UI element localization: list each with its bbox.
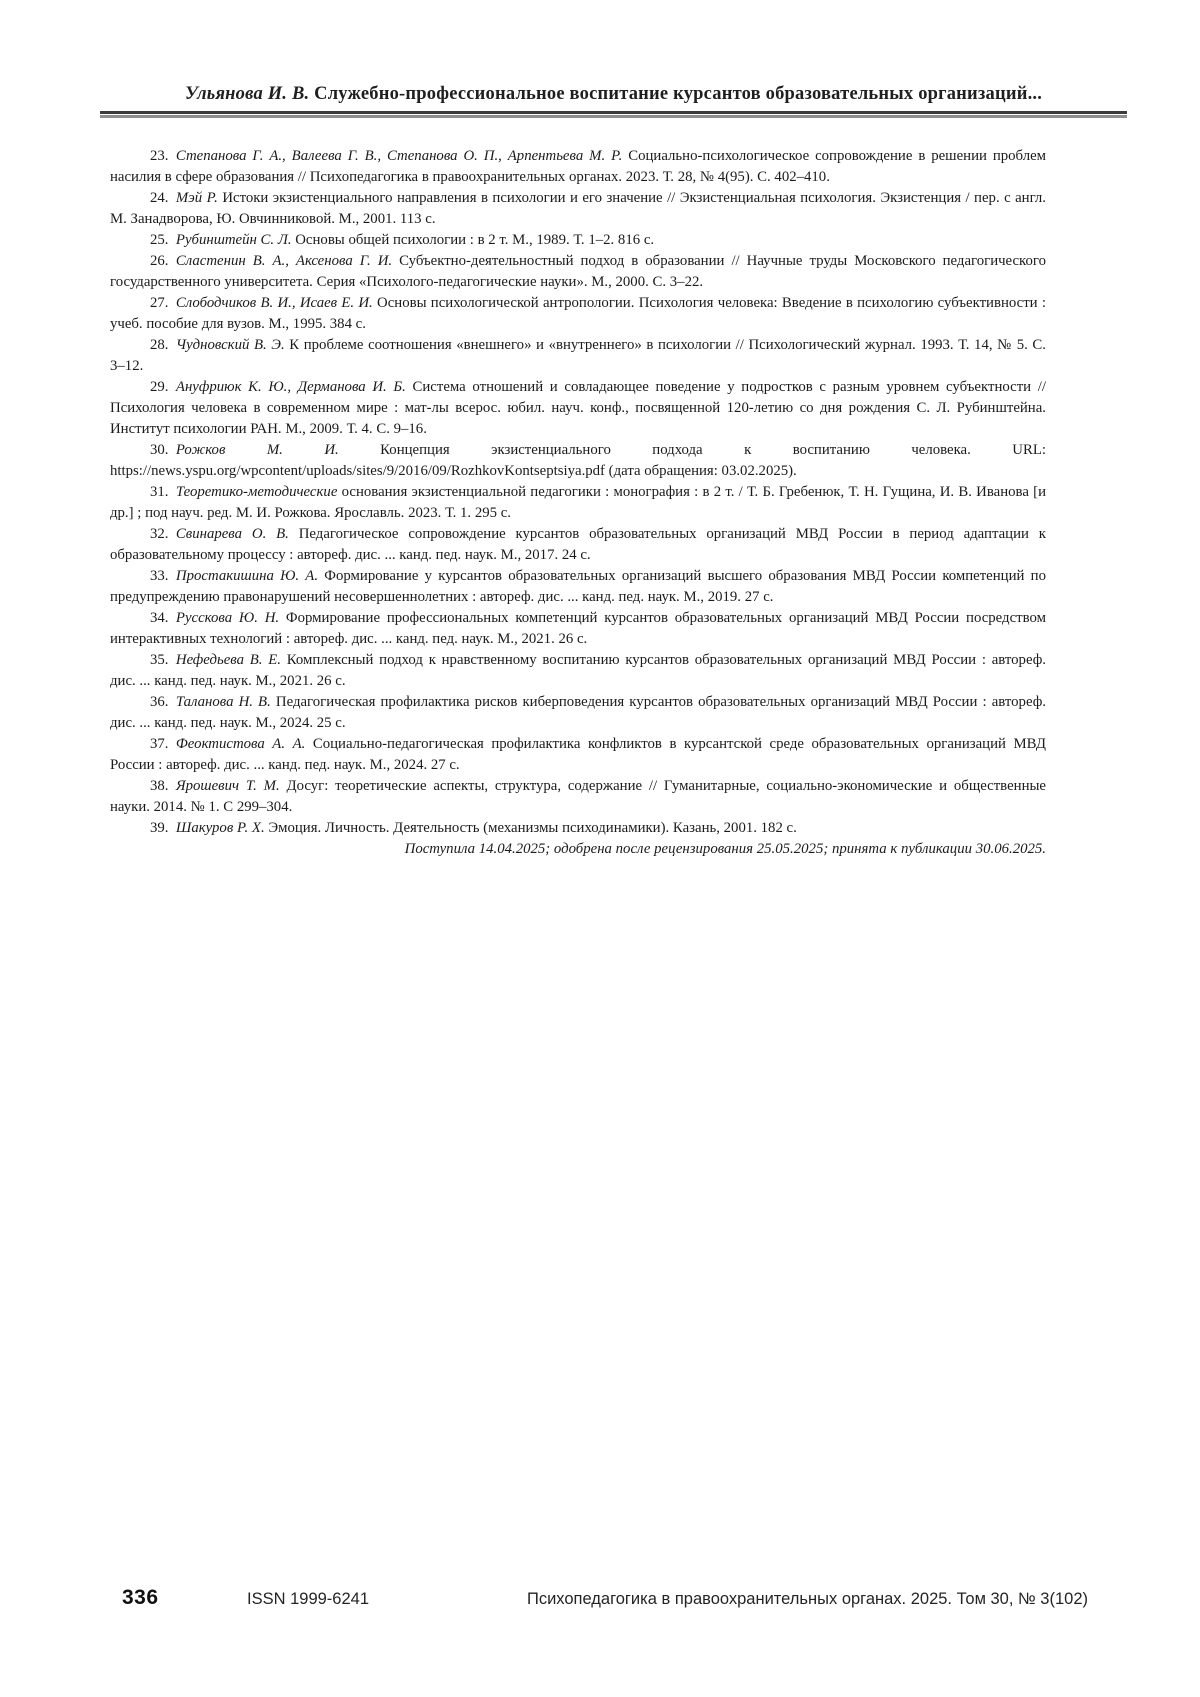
- reference-number: 23.: [150, 148, 176, 164]
- reference-authors: Рожков М. И.: [175, 442, 381, 458]
- reference-number: 32.: [150, 526, 176, 542]
- reference-number: 31.: [150, 484, 176, 500]
- reference-text: Досуг: теоретические аспекты, структура, содержание // Гуманитарные, социально-экономические и общественные науки. 2014. № 1. С 299–304.: [110, 778, 1046, 815]
- reference-text: основания экзистенциальной педагогики : монография : в 2 т. / Т. Б. Гребенюк, Т. Н. Гущина, И. В. Иванова [и др.] ; под науч. ред. М. И. Рожкова. Ярославль. 2023. Т. 1. 295 с.: [110, 484, 1046, 521]
- reference-item: [110, 692, 1046, 734]
- reference-authors: Чудновский В. Э.: [175, 337, 290, 353]
- reference-number: 38.: [150, 778, 176, 794]
- reference-item: [110, 440, 1046, 482]
- running-header-author: Ульянова И. В.: [184, 84, 310, 104]
- running-header-text: [100, 84, 1127, 105]
- reference-authors: Шакуров Р. Х.: [175, 820, 269, 836]
- reference-number: 37.: [150, 736, 176, 752]
- reference-authors: Русскова Ю. Н.: [175, 610, 286, 626]
- reference-number: 36.: [150, 694, 176, 710]
- running-header: [100, 84, 1127, 118]
- reference-number: 34.: [150, 610, 176, 626]
- received-line: Поступила 14.04.2025; одобрена после рецензирования 25.05.2025; принята к публикации 30.06.2025.: [404, 841, 1046, 857]
- reference-item: [110, 293, 1046, 335]
- reference-authors: Мэй Р.: [175, 190, 223, 206]
- reference-authors: Рубинштейн С. Л.: [175, 232, 296, 248]
- reference-text: Эмоция. Личность. Деятельность (механизмы психодинамики). Казань, 2001. 182 с.: [268, 820, 797, 836]
- reference-authors: Простакишина Ю. А.: [175, 568, 325, 584]
- reference-number: 33.: [150, 568, 176, 584]
- reference-text: Истоки экзистенциального направления в психологии и его значение // Экзистенциальная психология. Экзистенция / пер. с англ. М. Занадворова, Ю. Овчинниковой. М., 2001. 113 с.: [110, 190, 1046, 227]
- reference-item: [110, 818, 1046, 839]
- reference-number: 39.: [150, 820, 176, 836]
- reference-authors: Слободчиков В. И., Исаев Е. И.: [175, 295, 378, 311]
- reference-number: 35.: [150, 652, 176, 668]
- reference-authors: Феоктистова А. А.: [175, 736, 313, 752]
- reference-text: Педагогическое сопровождение курсантов образовательных организаций МВД России в период адаптации к образовательному процессу : автореф. дис. ... канд. пед. наук. М., 2017. 24 с.: [110, 526, 1046, 563]
- references-list: [110, 146, 1046, 860]
- reference-authors: Ярошевич Т. М.: [175, 778, 287, 794]
- reference-authors: Таланова Н. В.: [175, 694, 276, 710]
- reference-authors: Свинарева О. В.: [175, 526, 299, 542]
- journal-title-line: Психопедагогика в правоохранительных органах. 2025. Том 30, № 3(102): [526, 1590, 1088, 1608]
- reference-item: [110, 335, 1046, 377]
- reference-number: 28.: [150, 337, 176, 353]
- reference-item: [110, 377, 1046, 440]
- header-rule-bottom: [100, 115, 1127, 118]
- reference-text: Система отношений и совладающее поведение у подростков с разным уровнем субъектности // Психология человека в современном мире : мат-лы всерос. юбил. науч. конф., посвященной 120-летию со дня рождения С. Л. Рубинштейна. Институт психологии РАН. М., 2009. Т. 4. С. 9–16.: [110, 379, 1046, 437]
- reference-item: [110, 230, 1046, 251]
- reference-number: 30.: [150, 442, 176, 458]
- reference-authors: Сластенин В. А., Аксенова Г. И.: [175, 253, 400, 269]
- reference-number: 26.: [150, 253, 176, 269]
- reference-item: [110, 482, 1046, 524]
- reference-text: Основы психологической антропологии. Психология человека: Введение в психологию субъективности : учеб. пособие для вузов. М., 1995. 384 с.: [110, 295, 1046, 332]
- reference-item: [110, 251, 1046, 293]
- reference-authors: Степанова Г. А., Валеева Г. В., Степанова О. П., Арпентьева М. Р.: [175, 148, 629, 164]
- reference-item: [110, 524, 1046, 566]
- reference-text: Комплексный подход к нравственному воспитанию курсантов образовательных организаций МВД России : автореф. дис. ... канд. пед. наук. М., 2021. 26 с.: [110, 652, 1046, 689]
- reference-text: Субъектно-деятельностный подход в образовании // Научные труды Московского педагогического государственного университета. Серия «Психолого-педагогические науки». М., 2000. С. 3–22.: [110, 253, 1046, 290]
- issn-label: ISSN 1999-6241: [247, 1590, 370, 1608]
- reference-text: Основы общей психологии : в 2 т. М., 1989. Т. 1–2. 816 с.: [295, 232, 655, 248]
- page-number: 336: [122, 1586, 159, 1609]
- reference-item: [110, 146, 1046, 188]
- reference-item: [110, 608, 1046, 650]
- reference-authors: Нефедьева В. Е.: [175, 652, 287, 668]
- reference-item: [110, 650, 1046, 692]
- reference-number: 25.: [150, 232, 176, 248]
- reference-item: [110, 776, 1046, 818]
- reference-item: [110, 188, 1046, 230]
- running-header-title: Служебно-профессиональное воспитание курсантов образовательных организаций...: [314, 84, 1043, 104]
- reference-number: 24.: [150, 190, 176, 206]
- reference-authors: Теоретико-методические: [175, 484, 342, 500]
- reference-text: Педагогическая профилактика рисков киберповедения курсантов образовательных организаций МВД России : автореф. дис. ... канд. пед. наук. М., 2024. 25 с.: [110, 694, 1046, 731]
- reference-number: 29.: [150, 379, 176, 395]
- reference-item: [110, 734, 1046, 776]
- header-rule-top: [100, 111, 1127, 114]
- reference-text: Концепция экзистенциального подхода к воспитанию человека. URL: https://news.yspu.org/wpcontent/uploads/sites/9/2016/09/RozhkovKontseptsiya.pdf (дата обращения: 03.02.2025).: [110, 442, 1046, 479]
- reference-text: Формирование у курсантов образовательных организаций высшего образования МВД России компетенций по предупреждению правонарушений несовершеннолетних : автореф. дис. ... канд. пед. наук. М., 2019. 27 с.: [110, 568, 1046, 605]
- reference-text: Социально-психологическое сопровождение в решении проблем насилия в сфере образования // Психопедагогика в правоохранительных органах. 2023. Т. 28, № 4(95). С. 402–410.: [110, 148, 1047, 185]
- reference-item: [110, 566, 1046, 608]
- reference-text: Социально-педагогическая профилактика конфликтов в курсантской среде образовательных организаций МВД России : автореф. дис. ... канд. пед. наук. М., 2024. 27 с.: [110, 736, 1047, 773]
- page-footer: [0, 1586, 1200, 1621]
- reference-authors: Ануфриюк К. Ю., Дерманова И. Б.: [175, 379, 413, 395]
- reference-number: 27.: [150, 295, 176, 311]
- reference-text: К проблеме соотношения «внешнего» и «внутреннего» в психологии // Психологический журнал. 1993. Т. 14, № 5. С. 3–12.: [110, 337, 1046, 374]
- reference-text: Формирование профессиональных компетенций курсантов образовательных организаций МВД России посредством интерактивных технологий : автореф. дис. ... канд. пед. наук. М., 2021. 26 с.: [110, 610, 1046, 647]
